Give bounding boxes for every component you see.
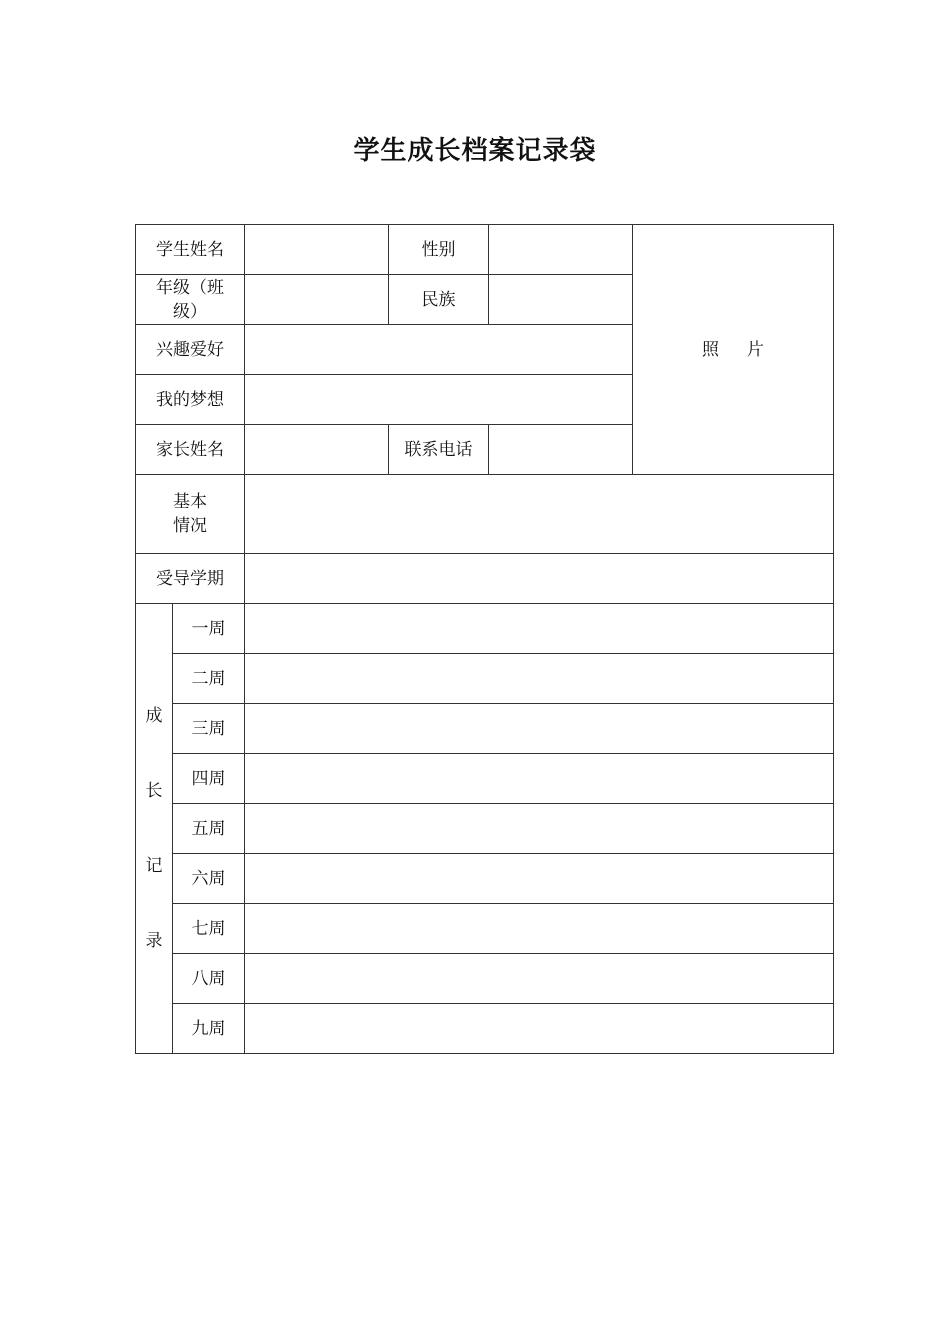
phone-label: 联系电话 (389, 425, 489, 475)
week-row (136, 1004, 834, 1054)
semester-field[interactable] (245, 554, 834, 604)
grade-field[interactable] (245, 275, 389, 325)
ethnicity-label: 民族 (389, 275, 489, 325)
week-row (136, 854, 834, 904)
document-title: 学生成长档案记录袋 (353, 136, 597, 166)
growth-record-label (136, 604, 173, 1054)
semester-label: 受导学期 (136, 554, 245, 604)
week-label-1: 一周 (173, 604, 245, 654)
hobbies-field[interactable] (245, 325, 633, 375)
student-name-field[interactable] (245, 225, 389, 275)
gender-label: 性别 (389, 225, 489, 275)
week-row (136, 754, 834, 804)
week-label-6: 六周 (173, 854, 245, 904)
growth-record-char: 成 (145, 705, 163, 726)
student-name-label: 学生姓名 (136, 225, 245, 275)
week-field-5[interactable] (245, 804, 834, 854)
growth-record-char: 记 (145, 855, 163, 876)
week-label-7: 七周 (173, 904, 245, 954)
basic-info-label-line-1: 基本 (173, 492, 207, 512)
hobbies-label: 兴趣爱好 (136, 325, 245, 375)
parent-name-label: 家长姓名 (136, 425, 245, 475)
ethnicity-field[interactable] (489, 275, 633, 325)
week-label-5: 五周 (173, 804, 245, 854)
week-field-9[interactable] (245, 1004, 834, 1054)
week-field-2[interactable] (245, 654, 834, 704)
photo-label-2: 片 (747, 339, 764, 360)
phone-field[interactable] (489, 425, 633, 475)
week-field-1[interactable] (245, 604, 834, 654)
dream-field[interactable] (245, 375, 633, 425)
parent-name-field[interactable] (245, 425, 389, 475)
week-field-6[interactable] (245, 854, 834, 904)
week-row (136, 804, 834, 854)
week-label-3: 三周 (173, 704, 245, 754)
week-label-9: 九周 (173, 1004, 245, 1054)
week-row (136, 654, 834, 704)
week-field-4[interactable] (245, 754, 834, 804)
basic-info-field[interactable] (245, 475, 834, 554)
form-row-student (136, 225, 834, 275)
photo-area[interactable] (633, 225, 834, 475)
week-label-4: 四周 (173, 754, 245, 804)
growth-record-form (135, 224, 834, 1054)
grade-label: 年级（班级） (136, 275, 245, 325)
growth-record-char: 长 (145, 780, 163, 801)
week-row (136, 604, 834, 654)
photo-label-1: 照 (702, 339, 719, 360)
week-field-8[interactable] (245, 954, 834, 1004)
dream-label: 我的梦想 (136, 375, 245, 425)
week-label-2: 二周 (173, 654, 245, 704)
week-field-3[interactable] (245, 704, 834, 754)
gender-field[interactable] (489, 225, 633, 275)
form-row-basic-info (136, 475, 834, 554)
week-row (136, 954, 834, 1004)
growth-record-char: 录 (145, 930, 163, 951)
week-field-7[interactable] (245, 904, 834, 954)
week-row (136, 904, 834, 954)
week-label-8: 八周 (173, 954, 245, 1004)
week-row (136, 704, 834, 754)
basic-info-label (136, 475, 245, 554)
basic-info-label-line-2: 情况 (173, 516, 207, 536)
form-row-semester (136, 554, 834, 604)
